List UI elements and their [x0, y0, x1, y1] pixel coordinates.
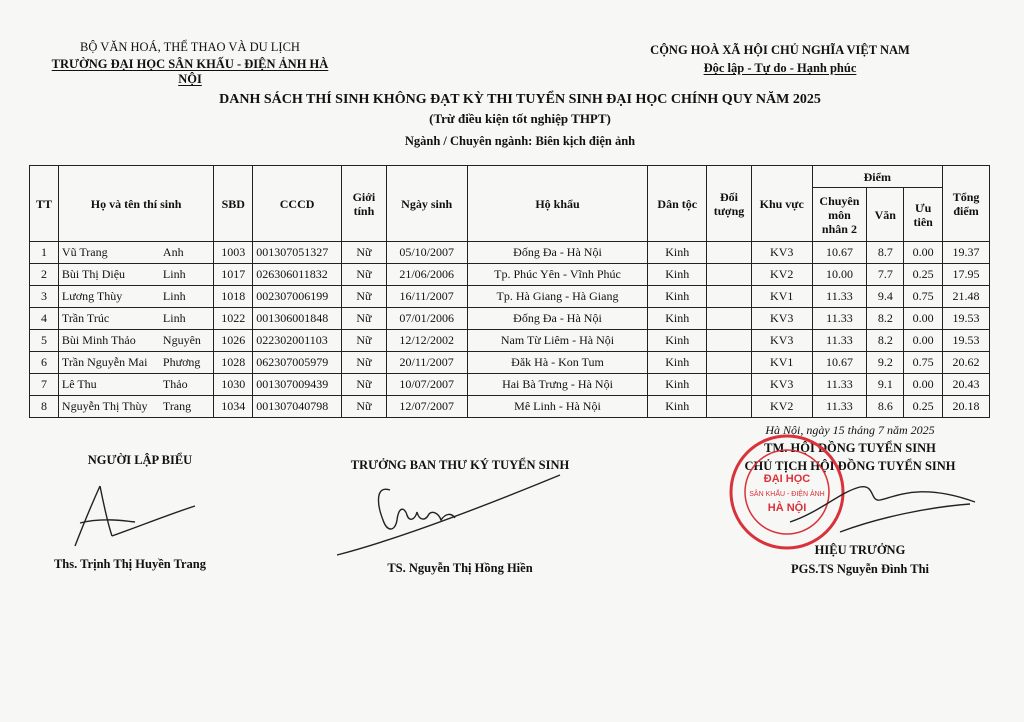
secretary-name: TS. Nguyễn Thị Hồng Hiền — [387, 561, 533, 575]
col-ethnicity: Dân tộc — [648, 166, 707, 242]
table-row — [30, 374, 990, 396]
cell-priority: 0.00 — [904, 242, 943, 264]
cell-sbd: 1018 — [214, 286, 253, 308]
cell-residence: Đống Đa - Hà Nội — [467, 242, 648, 264]
table-row — [30, 396, 990, 418]
table-row — [30, 308, 990, 330]
date-line: Hà Nội, ngày 15 tháng 7 năm 2025 — [765, 423, 935, 437]
candidates-table — [29, 165, 990, 418]
cell-gender: Nữ — [342, 308, 387, 330]
cell-dob: 12/12/2002 — [386, 330, 467, 352]
cell-dob: 05/10/2007 — [386, 242, 467, 264]
cell-gender: Nữ — [342, 352, 387, 374]
cell-given-name: Thảo — [162, 377, 188, 391]
col-literature: Văn — [867, 188, 904, 242]
cell-surname: Vũ Trang — [61, 245, 108, 259]
cell-major-score: 11.33 — [812, 374, 867, 396]
document-subtitle: (Trừ điều kiện tốt nghiệp THPT) — [429, 111, 611, 126]
cell-tt: 5 — [30, 330, 59, 352]
cell-region: KV3 — [751, 308, 812, 330]
cell-surname: Bùi Minh Thảo — [61, 333, 136, 347]
cell-tt: 6 — [30, 352, 59, 374]
col-gender: Giới tính — [342, 166, 387, 242]
cell-major-score: 10.67 — [812, 242, 867, 264]
secretary-signature — [335, 470, 565, 560]
cell-literature: 8.6 — [867, 396, 904, 418]
table-row — [30, 242, 990, 264]
cell-name — [58, 286, 213, 308]
cell-surname: Lê Thu — [61, 377, 97, 391]
cell-literature: 8.2 — [867, 330, 904, 352]
cell-literature: 8.2 — [867, 308, 904, 330]
cell-object — [707, 308, 752, 330]
cell-residence: Tp. Hà Giang - Hà Giang — [467, 286, 648, 308]
col-major-score: Chuyên môn nhân 2 — [812, 188, 867, 242]
cell-ethnicity: Kinh — [648, 264, 707, 286]
cell-major-score: 11.33 — [812, 330, 867, 352]
cell-cccd: 062307005979 — [253, 352, 342, 374]
nation-name: CỘNG HOÀ XÃ HỘI CHỦ NGHĨA VIỆT NAM — [650, 43, 910, 57]
rector-signature — [780, 462, 980, 542]
cell-total: 19.53 — [943, 308, 990, 330]
cell-sbd: 1022 — [214, 308, 253, 330]
cell-dob: 07/01/2006 — [386, 308, 467, 330]
cell-major-score: 10.67 — [812, 352, 867, 374]
cell-object — [707, 396, 752, 418]
col-cccd: CCCD — [253, 166, 342, 242]
cell-major-score: 11.33 — [812, 308, 867, 330]
cell-literature: 9.1 — [867, 374, 904, 396]
cell-name — [58, 396, 213, 418]
preparer-name: Ths. Trịnh Thị Huyền Trang — [53, 557, 207, 571]
cell-residence: Đăk Hà - Kon Tum — [467, 352, 648, 374]
cell-gender: Nữ — [342, 242, 387, 264]
cell-sbd: 1030 — [214, 374, 253, 396]
cell-name — [58, 264, 213, 286]
cell-sbd: 1034 — [214, 396, 253, 418]
cell-cccd: 001307040798 — [253, 396, 342, 418]
cell-name — [58, 352, 213, 374]
preparer-title: NGƯỜI LẬP BIỂU — [87, 453, 193, 467]
rector-title: HIỆU TRƯỞNG — [814, 543, 906, 557]
cell-total: 19.53 — [943, 330, 990, 352]
col-sbd: SBD — [214, 166, 253, 242]
cell-surname: Nguyễn Thị Thùy — [61, 399, 148, 413]
cell-sbd: 1017 — [214, 264, 253, 286]
col-region: Khu vực — [751, 166, 812, 242]
cell-major-score: 11.33 — [812, 396, 867, 418]
cell-given-name: Anh — [162, 245, 184, 259]
cell-given-name: Linh — [162, 311, 186, 325]
cell-object — [707, 264, 752, 286]
table-row — [30, 352, 990, 374]
cell-tt: 4 — [30, 308, 59, 330]
cell-ethnicity: Kinh — [648, 396, 707, 418]
school-name-text: TRƯỜNG ĐẠI HỌC SÂN KHẤU - ĐIỆN ẢNH HÀ NỘI — [51, 57, 329, 86]
cell-object — [707, 352, 752, 374]
cell-region: KV3 — [751, 330, 812, 352]
ministry-name: BỘ VĂN HOÁ, THỂ THAO VÀ DU LỊCH — [80, 40, 300, 54]
cell-tt: 7 — [30, 374, 59, 396]
cell-tt: 1 — [30, 242, 59, 264]
cell-ethnicity: Kinh — [648, 374, 707, 396]
school-name — [40, 57, 340, 87]
cell-gender: Nữ — [342, 286, 387, 308]
cell-surname: Bùi Thị Diệu — [61, 267, 126, 281]
cell-dob: 21/06/2006 — [386, 264, 467, 286]
col-dob: Ngày sinh — [386, 166, 467, 242]
major-line: Ngành / Chuyên ngành: Biên kịch điện ảnh — [404, 134, 636, 148]
cell-region: KV2 — [751, 264, 812, 286]
cell-given-name: Trang — [162, 399, 192, 413]
motto-text: Độc lập - Tự do - Hạnh phúc — [703, 61, 857, 75]
seal-text-3: HÀ NỘI — [767, 502, 807, 514]
seal-text-1: ĐẠI HỌC — [763, 473, 811, 485]
cell-literature: 8.7 — [867, 242, 904, 264]
cell-region: KV1 — [751, 286, 812, 308]
cell-priority: 0.00 — [904, 330, 943, 352]
cell-cccd: 002307006199 — [253, 286, 342, 308]
cell-surname: Lương Thùy — [61, 289, 123, 303]
cell-name — [58, 374, 213, 396]
cell-given-name: Phương — [162, 355, 201, 369]
cell-total: 19.37 — [943, 242, 990, 264]
cell-given-name: Linh — [162, 289, 186, 303]
cell-priority: 0.75 — [904, 352, 943, 374]
cell-tt: 2 — [30, 264, 59, 286]
cell-sbd: 1028 — [214, 352, 253, 374]
council-line-1: TM. HỘI ĐỒNG TUYỂN SINH — [764, 441, 936, 455]
document-title: DANH SÁCH THÍ SINH KHÔNG ĐẠT KỲ THI TUYỂN SINH ĐẠI HỌC CHÍNH QUY NĂM 2025 — [219, 92, 821, 107]
cell-given-name: Linh — [162, 267, 186, 281]
col-tt: TT — [30, 166, 59, 242]
cell-dob: 12/07/2007 — [386, 396, 467, 418]
cell-name — [58, 242, 213, 264]
cell-name — [58, 330, 213, 352]
national-motto — [610, 61, 950, 76]
cell-priority: 0.00 — [904, 374, 943, 396]
cell-dob: 10/07/2007 — [386, 374, 467, 396]
cell-residence: Nam Từ Liêm - Hà Nội — [467, 330, 648, 352]
cell-object — [707, 374, 752, 396]
cell-cccd: 026306011832 — [253, 264, 342, 286]
cell-total: 20.18 — [943, 396, 990, 418]
col-total: Tổng điểm — [943, 166, 990, 242]
table-row — [30, 264, 990, 286]
cell-gender: Nữ — [342, 330, 387, 352]
cell-region: KV1 — [751, 352, 812, 374]
cell-tt: 8 — [30, 396, 59, 418]
cell-major-score: 11.33 — [812, 286, 867, 308]
cell-region: KV3 — [751, 242, 812, 264]
cell-object — [707, 286, 752, 308]
cell-object — [707, 330, 752, 352]
cell-gender: Nữ — [342, 264, 387, 286]
cell-residence: Đống Đa - Hà Nội — [467, 308, 648, 330]
col-object: Đối tượng — [707, 166, 752, 242]
cell-total: 20.43 — [943, 374, 990, 396]
col-residence: Hộ khẩu — [467, 166, 648, 242]
col-score-group: Điểm — [812, 166, 943, 188]
cell-literature: 9.2 — [867, 352, 904, 374]
cell-ethnicity: Kinh — [648, 330, 707, 352]
cell-cccd: 001307009439 — [253, 374, 342, 396]
rector-name: PGS.TS Nguyễn Đình Thi — [790, 562, 930, 576]
cell-priority: 0.75 — [904, 286, 943, 308]
cell-major-score: 10.00 — [812, 264, 867, 286]
cell-ethnicity: Kinh — [648, 308, 707, 330]
cell-priority: 0.00 — [904, 308, 943, 330]
col-priority: Ưu tiên — [904, 188, 943, 242]
cell-region: KV2 — [751, 396, 812, 418]
cell-dob: 20/11/2007 — [386, 352, 467, 374]
cell-total: 17.95 — [943, 264, 990, 286]
cell-surname: Trần Nguyễn Mai — [61, 355, 148, 369]
secretary-title: TRƯỞNG BAN THƯ KÝ TUYỂN SINH — [350, 458, 570, 472]
cell-cccd: 001306001848 — [253, 308, 342, 330]
cell-given-name: Nguyên — [162, 333, 201, 347]
council-line-2: CHỦ TỊCH HỘI ĐỒNG TUYỂN SINH — [744, 459, 956, 473]
cell-cccd: 022302001103 — [253, 330, 342, 352]
cell-priority: 0.25 — [904, 264, 943, 286]
cell-sbd: 1003 — [214, 242, 253, 264]
cell-name — [58, 308, 213, 330]
cell-ethnicity: Kinh — [648, 242, 707, 264]
cell-gender: Nữ — [342, 374, 387, 396]
cell-region: KV3 — [751, 374, 812, 396]
cell-priority: 0.25 — [904, 396, 943, 418]
preparer-signature — [60, 478, 200, 553]
cell-object — [707, 242, 752, 264]
table-row — [30, 330, 990, 352]
table-row — [30, 286, 990, 308]
cell-residence: Hai Bà Trưng - Hà Nội — [467, 374, 648, 396]
cell-total: 20.62 — [943, 352, 990, 374]
cell-total: 21.48 — [943, 286, 990, 308]
cell-ethnicity: Kinh — [648, 286, 707, 308]
cell-sbd: 1026 — [214, 330, 253, 352]
cell-ethnicity: Kinh — [648, 352, 707, 374]
cell-literature: 9.4 — [867, 286, 904, 308]
col-name: Họ và tên thí sinh — [58, 166, 213, 242]
cell-tt: 3 — [30, 286, 59, 308]
cell-dob: 16/11/2007 — [386, 286, 467, 308]
cell-literature: 7.7 — [867, 264, 904, 286]
cell-residence: Mê Linh - Hà Nội — [467, 396, 648, 418]
seal-text-2: SÂN KHẤU - ĐIỆN ẢNH — [749, 491, 825, 498]
cell-surname: Trần Trúc — [61, 311, 110, 325]
cell-gender: Nữ — [342, 396, 387, 418]
cell-residence: Tp. Phúc Yên - Vĩnh Phúc — [467, 264, 648, 286]
cell-cccd: 001307051327 — [253, 242, 342, 264]
